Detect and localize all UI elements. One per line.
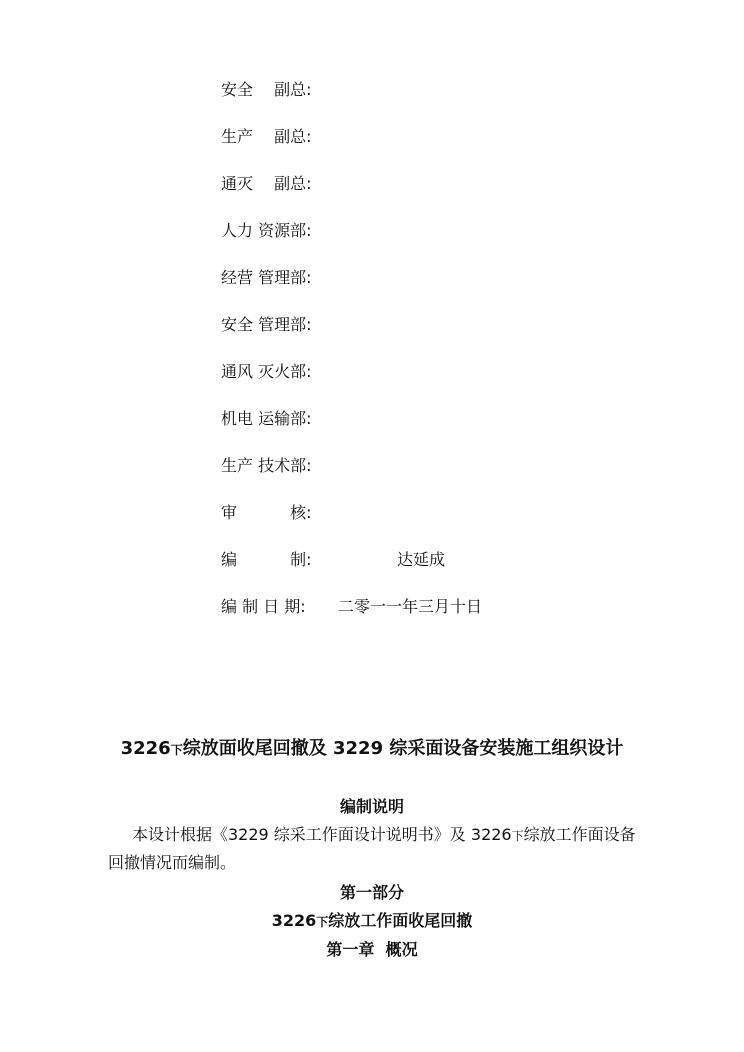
signoff-label: 编 制 日 期: bbox=[221, 597, 306, 616]
signoff-label: 通风 灭火部: bbox=[221, 362, 312, 381]
signoff-label: 安全 管理部: bbox=[221, 315, 312, 334]
part-title-subscript: 下 bbox=[316, 915, 329, 929]
part-title bbox=[0, 910, 744, 933]
title-subscript: 下 bbox=[170, 743, 183, 757]
section-heading: 编制说明 bbox=[339, 797, 404, 816]
signoff-label: 人力 资源部: bbox=[221, 221, 312, 240]
signoff-label: 审 核: bbox=[221, 503, 312, 522]
intro-line-2: 回撤情况而编制。 bbox=[108, 853, 237, 872]
part-title-text: 综放工作面收尾回撤 bbox=[328, 911, 473, 930]
signoff-label: 安全 副总: bbox=[221, 80, 312, 99]
title-text: 综放面收尾回撤及 3229 综采面设备安装施工组织设计 bbox=[182, 738, 624, 759]
part-heading: 第一部分 bbox=[339, 883, 404, 902]
document-title bbox=[0, 737, 744, 762]
signoff-label: 机电 运输部: bbox=[221, 409, 312, 428]
signoff-label: 经营 管理部: bbox=[221, 268, 312, 287]
part-title-number: 3226 bbox=[271, 911, 317, 930]
intro-text-a: 本设计根据《3229 综采工作面设计说明书》及 3226 bbox=[132, 825, 512, 844]
chapter-heading: 第一章 概况 bbox=[326, 940, 418, 959]
signoff-label: 编 制: bbox=[221, 550, 312, 569]
compile-date: 二零一一年三月十日 bbox=[338, 597, 483, 616]
compiler-name: 达延成 bbox=[397, 550, 446, 569]
intro-subscript: 下 bbox=[511, 829, 524, 843]
title-number: 3226 bbox=[120, 738, 171, 759]
intro-text-b: 综放工作面设备 bbox=[523, 825, 636, 844]
signoff-label: 生产 副总: bbox=[221, 127, 312, 146]
signoff-label: 通灭 副总: bbox=[221, 174, 312, 193]
signoff-label: 生产 技术部: bbox=[221, 456, 312, 475]
intro-line-1 bbox=[132, 824, 712, 847]
